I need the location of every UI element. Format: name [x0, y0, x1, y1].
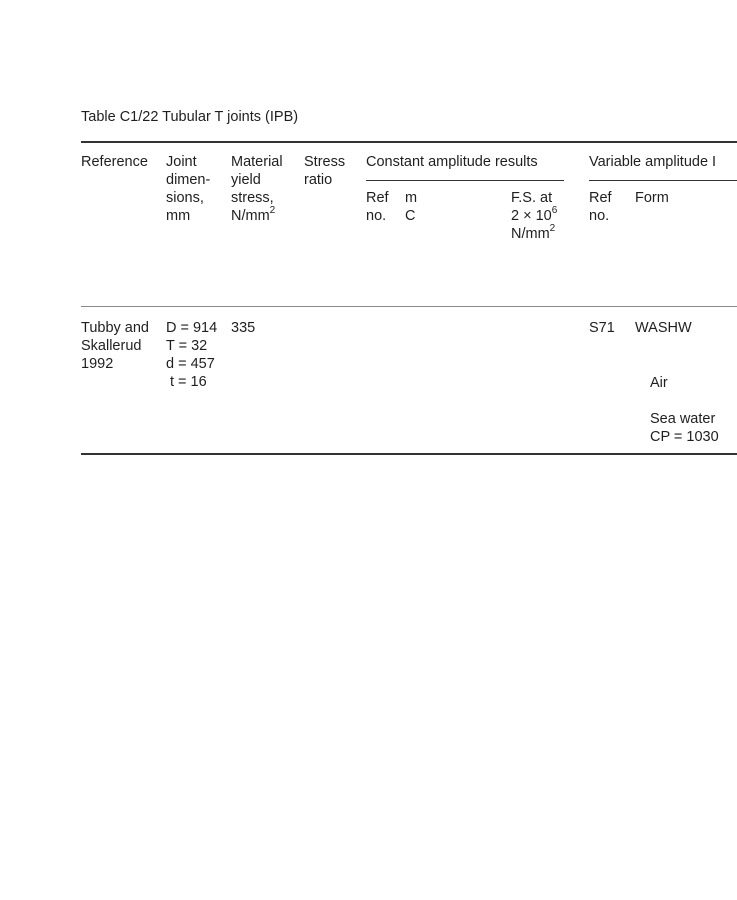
header-ca-fs-unit-exponent: 2 — [549, 223, 556, 235]
header-va-ref-no-line: Ref — [589, 190, 612, 206]
row-reference-line: Tubby and — [81, 320, 149, 336]
row-joint-dimension: d = 457 — [166, 356, 215, 372]
header-ca-fs-cycles-exponent: 6 — [551, 205, 558, 217]
header-material-unit-exponent: 2 — [269, 205, 276, 217]
header-material-yield-stress — [231, 153, 283, 225]
header-ca-ref-no — [366, 189, 389, 225]
header-joint-dimensions-line: dimen- — [166, 172, 211, 188]
header-material-line: Material — [231, 154, 283, 170]
header-variable-amplitude-group: Variable amplitude I — [589, 154, 717, 170]
header-material-line: yield — [231, 172, 261, 188]
row-environment-sea-line: Sea water — [650, 411, 716, 427]
row-joint-dimension: t = 16 — [170, 374, 207, 390]
row-material-yield-stress: 335 — [231, 320, 256, 336]
row-joint-dimension: T = 32 — [166, 338, 208, 354]
row-joint-dimensions — [166, 319, 217, 391]
header-ca-fs-unit: N/mm — [511, 226, 550, 242]
row-environment-air: Air — [650, 375, 668, 391]
row-reference-line: 1992 — [81, 356, 114, 372]
table-header-rule — [81, 306, 737, 307]
header-joint-dimensions-line: sions, — [166, 190, 204, 206]
header-joint-dimensions-line: mm — [166, 208, 191, 224]
header-stress-ratio — [304, 153, 345, 189]
variable-amplitude-group-rule — [589, 180, 737, 181]
row-reference — [81, 319, 149, 373]
header-ca-fs-line: F.S. at — [511, 190, 553, 206]
row-reference-line: Skallerud — [81, 338, 142, 354]
table-top-rule — [81, 141, 737, 143]
header-reference: Reference — [81, 154, 148, 170]
header-joint-dimensions — [166, 153, 210, 225]
row-environment-sea-line: CP = 1030 — [650, 429, 719, 445]
header-ca-m-c — [405, 189, 417, 225]
header-material-line — [231, 207, 283, 225]
table-bottom-rule — [81, 453, 737, 455]
header-constant-amplitude-group: Constant amplitude results — [366, 154, 538, 170]
row-environment-sea-water — [650, 410, 719, 446]
row-va-ref-no: S71 — [589, 320, 615, 336]
table-caption: Table C1/22 Tubular T joints (IPB) — [81, 109, 299, 125]
header-va-form: Form — [635, 190, 669, 206]
header-stress-ratio-line: ratio — [304, 172, 333, 188]
header-ca-fatigue-strength — [511, 189, 557, 243]
header-ca-m: m — [405, 190, 418, 206]
header-joint-dimensions-line: Joint — [166, 154, 197, 170]
header-ca-c: C — [405, 208, 416, 224]
header-material-line: stress, — [231, 190, 274, 206]
header-ca-fs-cycles: 2 × 10 — [511, 208, 552, 224]
header-va-ref-no — [589, 189, 612, 225]
header-ca-ref-no-line: Ref — [366, 190, 389, 206]
header-material-unit: N/mm — [231, 208, 270, 224]
header-ca-ref-no-line: no. — [366, 208, 387, 224]
header-ca-fs-line — [511, 225, 557, 243]
row-joint-dimension: D = 914 — [166, 320, 218, 336]
constant-amplitude-group-rule — [366, 180, 564, 181]
row-va-form: WASHW — [635, 320, 692, 336]
header-va-ref-no-line: no. — [589, 208, 610, 224]
header-stress-ratio-line: Stress — [304, 154, 346, 170]
